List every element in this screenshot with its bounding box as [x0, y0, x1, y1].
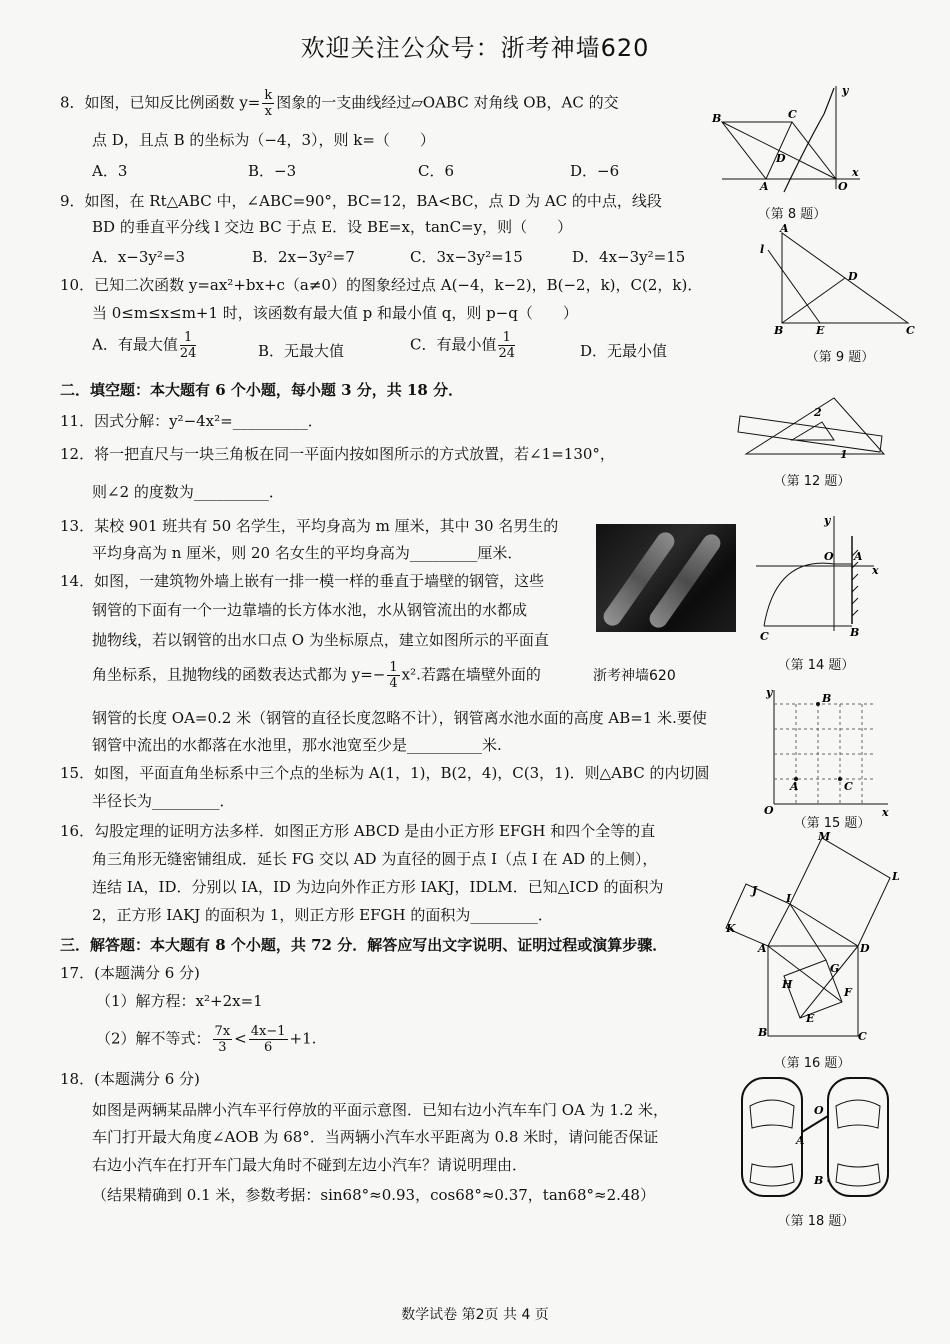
q15-line1: 15．如图，平面直角坐标系中三个点的坐标为 A(1，1)，B(2，4)，C(3，1)．则△ABC 的内切圆 [60, 764, 710, 782]
q9-option-c: C．3x−3y²=15 [410, 248, 523, 266]
q8-option-b: B．−3 [248, 162, 297, 180]
q9-option-d: D．4x−3y²=15 [572, 248, 686, 266]
q14-photo [596, 524, 736, 632]
svg-text:B: B [712, 112, 722, 125]
q14-line4: 角坐标系，且抛物线的函数表达式都为 y=− $\frac{1}{4}$ x².若露在墙壁外面的 [92, 660, 541, 691]
q17-part1: （1）解方程：x²+2x=1 [96, 992, 263, 1010]
page-header: 欢迎关注公众号：浙考神墙620 [300, 34, 650, 62]
q18-line3: 右边小汽车在打开车门最大角时不碰到左边小汽车？请说明理由． [92, 1156, 528, 1174]
q8-line1: 8．如图，已知反比例函数 y= $\frac{k}{x}$ 图象的一支曲线经过▱OABC 对角线 OB，AC 的交 [60, 88, 619, 119]
watermark-text: 浙考神墙620 [593, 668, 676, 684]
svg-text:C: C [760, 630, 769, 643]
svg-text:A: A [758, 942, 767, 955]
q11: 11．因式分解：y²−4x²=__________． [60, 412, 323, 430]
q15-line2: 半径长为_________． [92, 792, 235, 810]
q14-line1: 14．如图，一建筑物外墙上嵌有一排一模一样的垂直于墙壁的钢管，这些 [60, 572, 545, 590]
section-2-heading: 二．填空题：本大题有 6 个小题，每小题 3 分，共 18 分． [60, 381, 464, 399]
q10-option-b: B．无最大值 [258, 342, 345, 360]
svg-text:D: D [776, 152, 786, 165]
q14-line3: 抛物线，若以钢管的出水口点 O 为坐标原点，建立如图所示的平面直 [92, 631, 549, 649]
q14-line5: 钢管的长度 OA=0.2 米（钢管的直径长度忽略不计），钢管离水池水面的高度 AB=1 米.要使 [92, 709, 707, 727]
q12-line1: 12．将一把直尺与一块三角板在同一平面内按如图所示的方式放置，若∠1=130°， [60, 445, 615, 463]
caption-q14: （第 14 题） [777, 658, 855, 673]
svg-text:D: D [848, 270, 858, 283]
svg-text:B: B [814, 1174, 824, 1187]
q8-fraction: $\frac{k}{x}$ [264, 88, 273, 119]
q13-line1: 13．某校 901 班共有 50 名学生，平均身高为 m 厘米，其中 30 名男生的 [60, 517, 559, 535]
svg-text:F: F [844, 986, 852, 999]
q18-line1: 如图是两辆某品牌小汽车平行停放的平面示意图．已知右边小汽车车门 OA 为 1.2 米， [92, 1101, 669, 1119]
svg-text:y: y [824, 514, 831, 527]
q8-option-d: D．−6 [570, 162, 620, 180]
q10-option-a: A．有最大值 $\frac{1}{24}$ [92, 330, 197, 361]
svg-text:l: l [760, 243, 765, 256]
figure-q12 [734, 392, 894, 462]
q10-option-c: C．有最小值 $\frac{1}{24}$ [410, 330, 516, 361]
q9-option-a: A．x−3y²=3 [92, 248, 186, 266]
svg-text:M: M [818, 830, 831, 843]
svg-text:A: A [760, 180, 769, 193]
svg-text:B: B [774, 324, 784, 337]
svg-text:L: L [892, 870, 900, 883]
figure-q18 [736, 1072, 896, 1202]
q8-option-a: A．3 [92, 162, 128, 180]
svg-text:E: E [816, 324, 825, 337]
svg-text:B: B [822, 692, 832, 705]
svg-text:A: A [854, 550, 863, 563]
svg-text:O: O [838, 180, 848, 193]
figure-q16 [726, 832, 906, 1042]
svg-text:J: J [752, 884, 758, 897]
svg-text:C: C [906, 324, 915, 337]
q18-line4: （结果精确到 0.1 米，参数考据：sin68°≈0.93，cos68°≈0.37，tan68°≈2.48） [92, 1186, 655, 1204]
figure-q14 [756, 516, 886, 646]
q17-part2: （2）解不等式： $\frac{7x}{3}$ < $\frac{4x-1}{6}$ +1. [96, 1024, 317, 1055]
svg-text:x: x [872, 564, 879, 577]
svg-text:O: O [824, 550, 834, 563]
figure-q8 [712, 84, 862, 194]
svg-text:G: G [830, 962, 840, 975]
svg-text:D: D [860, 942, 870, 955]
svg-text:y: y [842, 84, 849, 97]
svg-text:x: x [852, 166, 859, 179]
svg-text:E: E [806, 1012, 815, 1025]
q16-line3: 连结 IA，ID．分别以 IA，ID 为边向外作正方形 IAKJ，IDLM．已知△ICD 的面积为 [92, 878, 664, 896]
q18-title: 18．(本题满分 6 分) [60, 1070, 200, 1088]
svg-text:1: 1 [840, 448, 848, 461]
svg-text:x: x [882, 806, 889, 819]
figure-q9 [760, 222, 920, 338]
svg-text:K: K [726, 922, 736, 935]
svg-text:O: O [764, 804, 774, 817]
svg-text:B: B [850, 626, 860, 639]
q9-option-b: B．2x−3y²=7 [252, 248, 355, 266]
svg-text:A: A [796, 1134, 805, 1147]
caption-q9: （第 9 题） [805, 350, 875, 365]
caption-q15: （第 15 题） [793, 816, 871, 831]
svg-text:C: C [788, 108, 797, 121]
q16-line4: 2，正方形 IAKJ 的面积为 1，则正方形 EFGH 的面积为_________． [92, 906, 553, 924]
svg-text:I: I [786, 892, 792, 905]
section-3-heading: 三．解答题：本大题有 8 个小题，共 72 分．解答应写出文字说明、证明过程或演算步骤． [60, 936, 668, 954]
q14-line2: 钢管的下面有一个一边靠墙的长方体水池，水从钢管流出的水都成 [92, 601, 528, 619]
caption-q12: （第 12 题） [773, 474, 851, 489]
q12-line2: 则∠2 的度数为__________． [92, 483, 284, 501]
figure-q15 [764, 686, 894, 819]
svg-text:C: C [858, 1030, 867, 1043]
q16-line1: 16．勾股定理的证明方法多样．如图正方形 ABCD 是由小正方形 EFGH 和四个全等的直 [60, 822, 656, 840]
caption-q16: （第 16 题） [773, 1056, 851, 1071]
q17-title: 17．(本题满分 6 分) [60, 964, 200, 982]
q8-option-c: C．6 [418, 162, 455, 180]
svg-text:A: A [790, 780, 799, 793]
q16-line2: 角三角形无缝密铺组成．延长 FG 交以 AD 为直径的圆于点 I（点 I 在 AD 的上侧）， [92, 850, 658, 868]
q9-line1: 9．如图，在 Rt△ABC 中，∠ABC=90°，BC=12，BA<BC，点 D 为 AC 的中点，线段 [60, 192, 662, 210]
svg-text:2: 2 [814, 406, 822, 419]
svg-text:C: C [844, 780, 853, 793]
svg-text:B: B [758, 1026, 768, 1039]
page-footer: 数学试卷 第2页 共 4 页 [401, 1307, 549, 1323]
svg-text:A: A [780, 222, 789, 235]
svg-text:H: H [782, 978, 793, 991]
q13-line2: 平均身高为 n 厘米，则 20 名女生的平均身高为_________厘米． [92, 544, 523, 562]
q10-option-d: D．无最小值 [580, 342, 668, 360]
q9-line2: BD 的垂直平分线 l 交边 BC 于点 E．设 BE=x，tanC=y，则（ ） [92, 218, 573, 236]
q10-line1: 10．已知二次函数 y=ax²+bx+c（a≠0）的图象经过点 A(−4，k−2)，B(−2，k)，C(2，k)． [60, 276, 703, 294]
caption-q8: （第 8 题） [757, 207, 827, 222]
q14-line6: 钢管中流出的水都落在水池里，那水池宽至少是__________米. [92, 736, 502, 754]
svg-text:y: y [766, 686, 773, 699]
q18-line2: 车门打开最大角度∠AOB 为 68°．当两辆小汽车水平距离为 0.8 米时，请问能否保证 [92, 1128, 659, 1146]
q8-line2: 点 D，且点 B 的坐标为（−4，3），则 k=（ ） [92, 131, 435, 149]
caption-q18: （第 18 题） [777, 1214, 855, 1229]
svg-text:O: O [814, 1104, 824, 1117]
q10-line2: 当 0≤m≤x≤m+1 时，该函数有最大值 p 和最小值 q，则 p−q（ ） [92, 304, 578, 322]
